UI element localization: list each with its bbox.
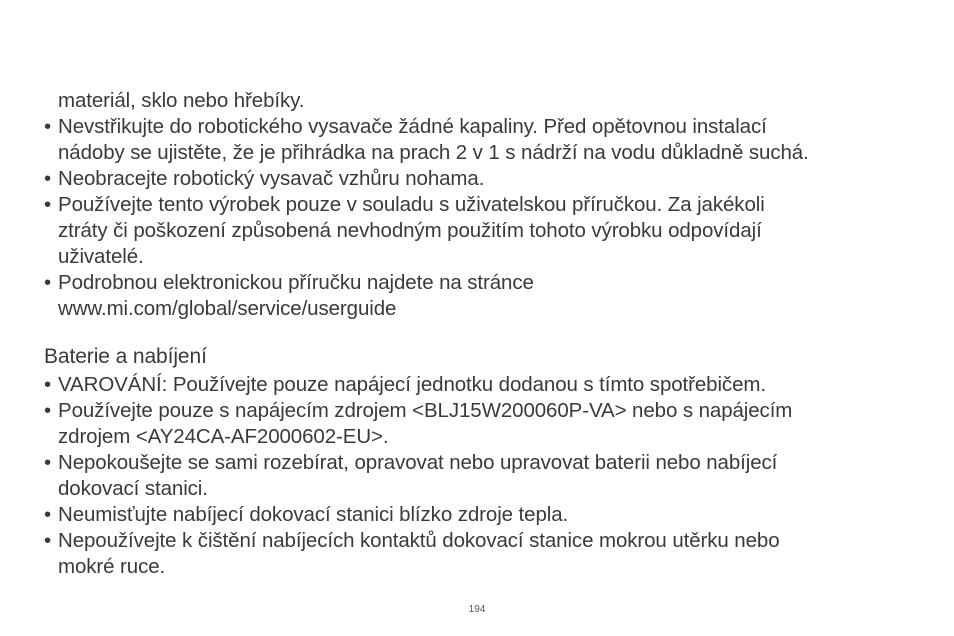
battery-list — [44, 372, 924, 580]
list-item — [44, 528, 924, 580]
list-item-line: dokovací stanici. — [58, 477, 208, 500]
list-item — [44, 166, 924, 192]
list-item-line: Nevstřikujte do robotického vysavače žádné kapaliny. Před opětovnou instalací — [58, 115, 767, 138]
list-item-line: ztráty či poškození způsobená nevhodným použitím tohoto výrobku odpovídají — [58, 219, 762, 242]
list-item-line: Neobracejte robotický vysavač vzhůru nohama. — [58, 167, 485, 190]
list-item-line: Nepoužívejte k čištění nabíjecích kontaktů dokovací stanice mokrou utěrku nebo — [58, 529, 780, 552]
bullet-marker: • — [44, 167, 52, 190]
list-item-line: Nepokoušejte se sami rozebírat, opravovat nebo upravovat baterii nebo nabíjecí — [58, 451, 778, 474]
list-item — [44, 114, 924, 166]
list-item-line: mokré ruce. — [58, 555, 166, 578]
list-item — [44, 372, 924, 398]
list-item-line: Používejte tento výrobek pouze v souladu s uživatelskou příručkou. Za jakékoli — [58, 193, 765, 216]
bullet-marker: • — [44, 451, 52, 474]
list-item-line: nádoby se ujistěte, že je přihrádka na prach 2 v 1 s nádrží na vodu důkladně suchá. — [58, 141, 809, 164]
list-item — [44, 398, 924, 450]
list-item — [44, 270, 924, 322]
bullet-marker: • — [44, 271, 52, 294]
page-number: 194 — [468, 604, 486, 615]
continuation-text: materiál, sklo nebo hřebíky. — [58, 89, 305, 112]
list-item-line: Podrobnou elektronickou příručku najdete na stránce — [58, 271, 534, 294]
bullet-marker: • — [44, 529, 52, 552]
safety-list — [44, 114, 924, 322]
bullet-marker: • — [44, 399, 52, 422]
list-item-line: zdrojem <AY24CA-AF2000602-EU>. — [58, 425, 389, 448]
bullet-marker: • — [44, 373, 52, 396]
bullet-marker: • — [44, 115, 52, 138]
list-item-line: Používejte pouze s napájecím zdrojem <BLJ15W200060P-VA> nebo s napájecím — [58, 399, 793, 422]
page-content — [44, 88, 924, 580]
list-item-line: uživatelé. — [58, 245, 144, 268]
list-item-line: VAROVÁNÍ: Používejte pouze napájecí jednotku dodanou s tímto spotřebičem. — [58, 373, 766, 396]
list-item-line: Neumisťujte nabíjecí dokovací stanici blízko zdroje tepla. — [58, 503, 569, 526]
userguide-url: www.mi.com/global/service/userguide — [58, 297, 397, 320]
bullet-marker: • — [44, 503, 52, 526]
list-item — [44, 192, 924, 270]
list-item — [44, 450, 924, 502]
section-heading: Baterie a nabíjení — [44, 345, 207, 368]
list-item — [44, 502, 924, 528]
bullet-marker: • — [44, 193, 52, 216]
